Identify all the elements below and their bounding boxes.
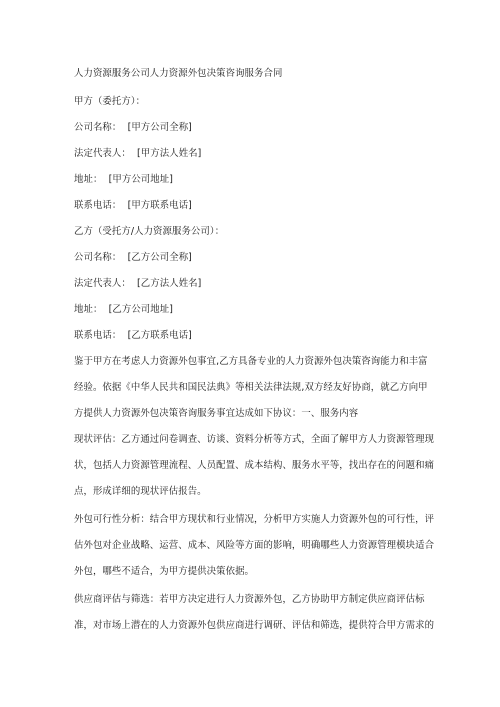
field-value: [甲方公司地址] [108, 174, 173, 185]
field-label: 公司名称： [74, 122, 122, 133]
supplier-evaluation-line: 供应商评估与筛选：若甲方决定进行人力资源外包，乙方协助甲方制定供应商评估标 [74, 594, 425, 605]
party-a-company-name [74, 121, 192, 134]
feasibility-analysis-line: 外包，哪些不适合，为甲方提供决策依据。 [74, 566, 255, 577]
field-label: 联系电话： [74, 330, 122, 341]
field-value: [乙方联系电话] [127, 330, 192, 341]
party-b-heading: 乙方（受托方/人力资源服务公司）： [74, 226, 225, 237]
party-a-legal-rep [74, 147, 201, 160]
field-label: 联系电话： [74, 200, 122, 211]
field-value: [乙方公司全称] [127, 252, 192, 263]
field-value: [甲方公司全称] [127, 122, 192, 133]
recital-paragraph-line: 方提供人力资源外包决策咨询服务事宜达成如下协议：一、服务内容 [74, 408, 359, 419]
party-b-phone [74, 329, 192, 342]
field-value: [甲方联系电话] [127, 200, 192, 211]
field-label: 法定代表人： [74, 278, 131, 289]
field-value: [乙方公司地址] [108, 304, 173, 315]
document-title: 人力资源服务公司人力资源外包决策咨询服务合同 [74, 68, 283, 79]
status-assessment-line: 状，包括人力资源管理流程、人员配置、成本结构、服务水平等，找出存在的问题和痛 [74, 460, 435, 471]
status-assessment-line: 点，形成详细的现状评估报告。 [74, 486, 207, 497]
field-label: 地址： [74, 304, 103, 315]
party-b-address [74, 303, 173, 316]
field-label: 法定代表人： [74, 148, 131, 159]
supplier-evaluation-line: 准，对市场上潜在的人力资源外包供应商进行调研、评估和筛选，提供符合甲方需求的 [74, 620, 435, 631]
party-b-legal-rep [74, 277, 201, 290]
field-value: [乙方法人姓名] [137, 278, 202, 289]
party-a-heading: 甲方（委托方）： [74, 96, 146, 107]
status-assessment-line: 现状评估：乙方通过问卷调查、访谈、资料分析等方式，全面了解甲方人力资源管理现 [74, 434, 435, 445]
feasibility-analysis-line: 估外包对企业战略、运营、成本、风险等方面的影响，明确哪些人力资源管理模块适合 [74, 540, 435, 551]
party-b-company-name [74, 251, 192, 264]
recital-paragraph-line: 经验。依据《中华人民共和国民法典》等相关法律法规,双方经友好协商，就乙方向甲 [74, 382, 428, 393]
field-label: 地址： [74, 174, 103, 185]
party-a-address [74, 173, 173, 186]
feasibility-analysis-line: 外包可行性分析：结合甲方现状和行业情况，分析甲方实施人力资源外包的可行性，评 [74, 514, 435, 525]
recital-paragraph-line: 鉴于甲方在考虑人力资源外包事宜,乙方具备专业的人力资源外包决策咨询能力和丰富 [74, 356, 428, 367]
field-value: [甲方法人姓名] [137, 148, 202, 159]
field-label: 公司名称： [74, 252, 122, 263]
party-a-phone [74, 199, 192, 212]
